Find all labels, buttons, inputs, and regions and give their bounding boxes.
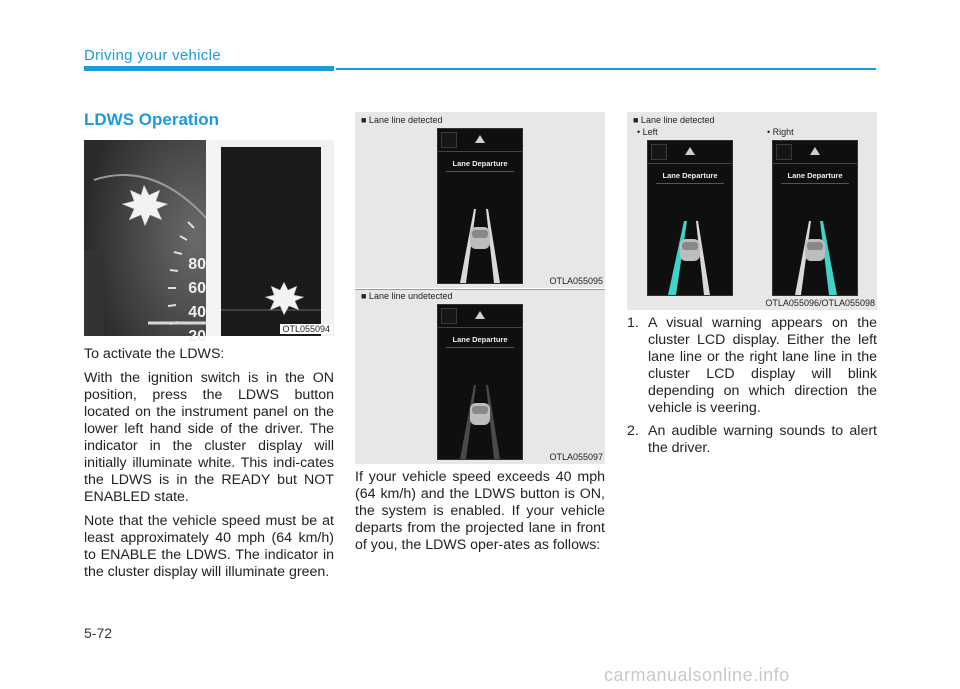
page-number: 5-72: [84, 625, 113, 641]
road-graphic: [773, 201, 857, 295]
panel-label: ■ Lane line detected: [361, 115, 443, 125]
step-text: An audible warning sounds to alert the driver.: [648, 423, 877, 456]
paragraph: Note that the vehicle speed must be at least approximately 40 mph (64 km/h) to ENABLE the LDWS. The indicator in the cluster display will illuminate green.: [84, 513, 334, 580]
speedo-ticks: [180, 253, 206, 349]
lcd-screen: [437, 128, 523, 284]
list-item: [627, 315, 877, 417]
right-label: • Right: [767, 127, 794, 137]
panel-label: ■ Lane line undetected: [361, 291, 453, 301]
warning-triangle-icon: [810, 147, 820, 155]
warning-triangle-icon: [475, 135, 485, 143]
lcd-screen-text: Lane Departure: [452, 335, 508, 344]
step-number: 2.: [627, 423, 639, 439]
lcd-panel-left-right: [627, 112, 877, 310]
section-title: LDWS Operation: [84, 110, 220, 129]
cluster-illustration: [84, 140, 334, 336]
panel-label: ■ Lane line detected: [633, 115, 715, 125]
lcd-screen-text: Lane Departure: [787, 171, 843, 180]
watermark: carmanualsonline.info: [604, 665, 790, 685]
lcd-screen-text: Lane Departure: [662, 171, 718, 180]
header-rule-thin: [336, 68, 876, 70]
figure-caption: OTL055094: [282, 324, 330, 334]
speedo-tick-label: 20: [188, 328, 206, 345]
lcd-panel-detected: [355, 112, 605, 288]
right-column-steps: [627, 315, 877, 463]
lcd-screen: [437, 304, 523, 460]
cluster-photo: [84, 140, 334, 345]
figure-caption: OTLA055096/OTLA055098: [765, 298, 875, 308]
lcd-screen-right: [772, 140, 858, 296]
figure-caption: OTLA055097: [549, 452, 603, 462]
road-graphic: [648, 201, 732, 295]
left-column-text: [84, 346, 334, 588]
road-graphic: [438, 365, 522, 459]
warning-triangle-icon: [685, 147, 695, 155]
lcd-panel-undetected: [355, 290, 605, 464]
speedo-tick-label: 40: [188, 304, 206, 321]
step-number: 1.: [627, 315, 639, 331]
lcd-screen-text: Lane Departure: [452, 159, 508, 168]
road-graphic: [438, 189, 522, 283]
running-header: Driving your vehicle: [84, 47, 221, 64]
warning-triangle-icon: [475, 311, 485, 319]
left-label: • Left: [637, 127, 658, 137]
list-item: [627, 423, 877, 457]
speedo-tick-label: 60: [188, 280, 206, 297]
figure-caption: OTLA055095: [549, 276, 603, 286]
step-text: A visual warning appears on the cluster LCD display. Either the left lane line or the right lane line in the cluster LCD display will blink depending on which direction the vehicle is veering.: [648, 315, 877, 416]
paragraph: With the ignition switch is in the ON position, press the LDWS button located on the instrument panel on the lower left hand side of the driver. The indicator in the cluster display will initially illuminate white. This indi-cates the LDWS is in the READY but NOT ENABLED state.: [84, 370, 334, 505]
paragraph: If your vehicle speed exceeds 40 mph (64 km/h) and the LDWS button is ON, the system is enabled. If your vehicle departs from the projected lane in front of you, the LDWS oper-ates as follows:: [355, 469, 605, 553]
paragraph: To activate the LDWS:: [84, 346, 225, 362]
lcd-screen-left: [647, 140, 733, 296]
middle-column-text: [355, 469, 605, 561]
speedo-tick-label: 80: [188, 256, 206, 273]
header-rule-thick: [84, 66, 334, 71]
